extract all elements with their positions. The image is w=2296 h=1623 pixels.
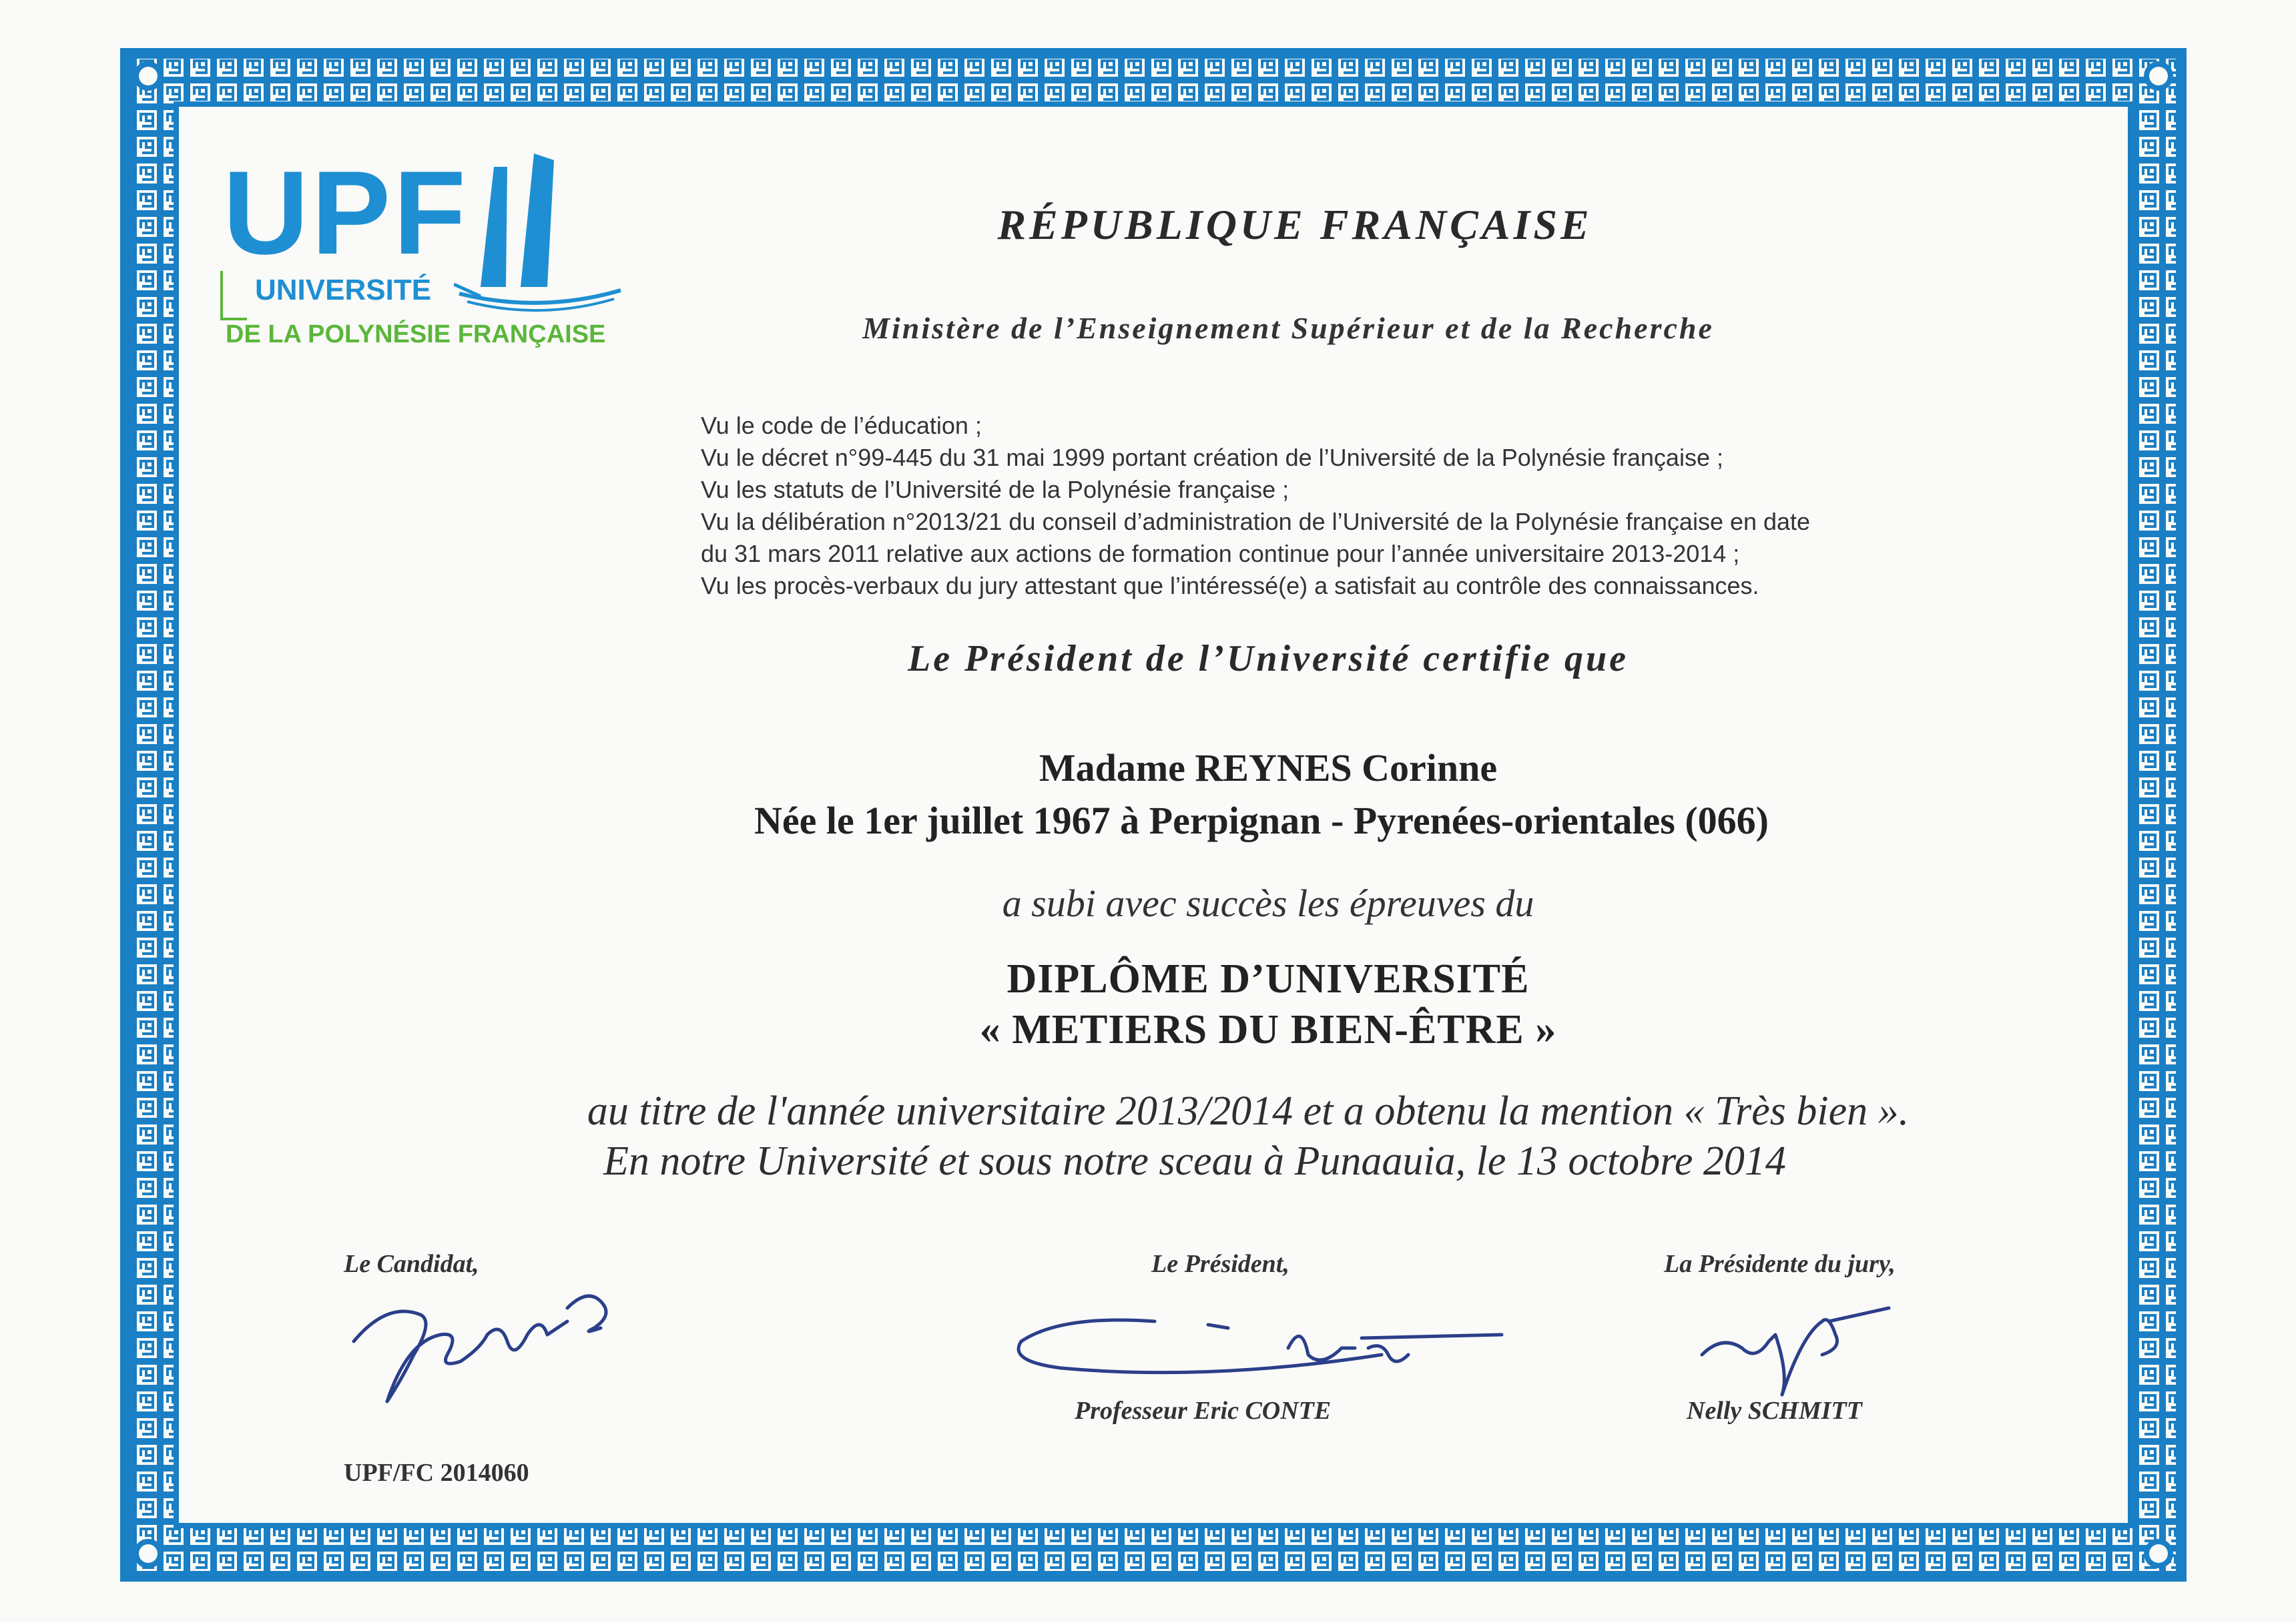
passed-statement: a subi avec succès les épreuves du xyxy=(1002,882,1534,925)
diploma-title: DIPLÔME D’UNIVERSITÉ xyxy=(1007,956,1530,1002)
canoe-sail-icon xyxy=(454,153,627,314)
vu-line: Vu la délibération n°2013/21 du conseil d’administration de l’Université de la Polynésie française en date xyxy=(701,508,1811,535)
vu-line: Vu le décret n°99-445 du 31 mai 1999 portant création de l’Université de la Polynésie française ; xyxy=(701,444,1723,471)
document-reference: UPF/FC 2014060 xyxy=(344,1459,529,1487)
recipient-birth: Née le 1er juillet 1967 à Perpignan - Pyrenées-orientales (066) xyxy=(754,799,1769,842)
vu-line: Vu les procès-verbaux du jury attestant que l’intéressé(e) a satisfait au contrôle des connaissances. xyxy=(701,572,1759,599)
recipient-name: Madame REYNES Corinne xyxy=(1039,746,1498,789)
logo-acronym: UPF xyxy=(223,146,469,279)
logo-polynesie-text: DE LA POLYNÉSIE FRANÇAISE xyxy=(226,320,606,348)
president-name: Professeur Eric CONTE xyxy=(1075,1397,1332,1425)
jury-president-name: Nelly SCHMITT xyxy=(1687,1397,1862,1425)
logo-bracket-decoration xyxy=(220,271,247,320)
candidate-label: Le Candidat, xyxy=(344,1250,479,1278)
vu-line: Vu le code de l’éducation ; xyxy=(701,412,982,439)
logo-university-text: UNIVERSITÉ xyxy=(255,274,432,306)
president-label: Le Président, xyxy=(1151,1250,1289,1278)
upf-logo xyxy=(214,146,641,367)
vu-line: du 31 mars 2011 relative aux actions de formation continue pour l’année universitaire 2013-2014 ; xyxy=(701,540,1740,567)
republic-title: RÉPUBLIQUE FRANÇAISE xyxy=(997,201,1593,248)
ministry-title: Ministère de l’Enseignement Supérieur et de la Recherche xyxy=(862,311,1714,345)
place-and-date: En notre Université et sous notre sceau à Punaauia, le 13 octobre 2014 xyxy=(603,1139,1786,1184)
legal-references xyxy=(701,410,2036,602)
president-signature xyxy=(1008,1301,1515,1395)
vu-line: Vu les statuts de l’Université de la Polynésie française ; xyxy=(701,476,1289,503)
jury-president-label: La Présidente du jury, xyxy=(1664,1250,1896,1278)
year-and-mention: au titre de l'année universitaire 2013/2014 et a obtenu la mention « Très bien ». xyxy=(587,1088,1910,1134)
program-title: « METIERS DU BIEN-ÊTRE » xyxy=(979,1007,1557,1052)
candidate-signature xyxy=(347,1261,627,1421)
certification-statement: Le Président de l’Université certifie que xyxy=(908,638,1629,679)
jury-signature xyxy=(1695,1295,1909,1401)
